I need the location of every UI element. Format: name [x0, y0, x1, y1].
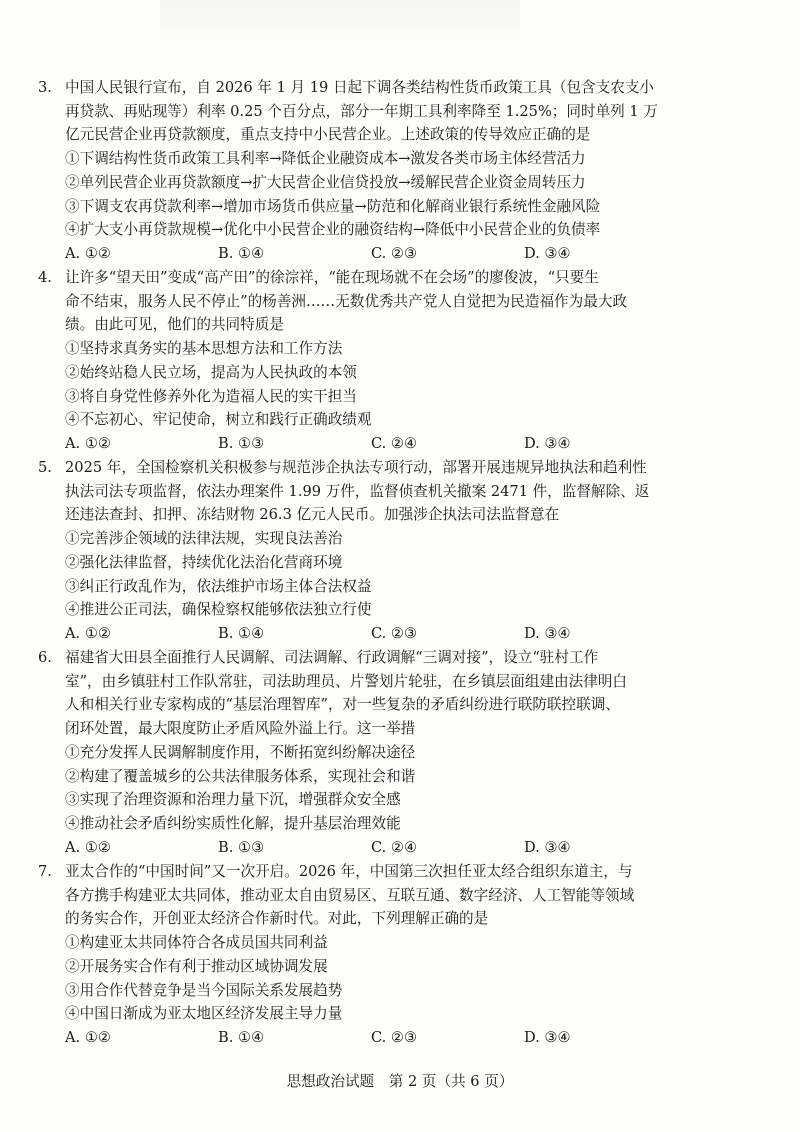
page-footer: 思想政治试题 第 2 页（共 6 页） — [286, 1073, 514, 1090]
option-statement: ③纠正行政乱作为，依法维护市场主体合法权益 — [65, 577, 372, 595]
choice-c[interactable]: C. ②③ — [371, 1028, 418, 1046]
question-line: 室”，由乡镇驻村工作队常驻，司法助理员、片警划片轮驻，在乡镇层面组建由法律明白 — [65, 672, 628, 690]
option-statement: ②构建了覆盖城乡的公共法律服务体系，实现社会和谐 — [65, 767, 416, 785]
scan-shadow — [160, 0, 520, 50]
option-statement: ③用合作代替竞争是当今国际关系发展趋势 — [65, 981, 343, 999]
question-line: 中国人民银行宣布，自 2026 年 1 月 19 日起下调各类结构性货币政策工具（包含支农支小 — [65, 79, 655, 96]
option-statement: ①完善涉企领域的法律法规，实现良法善治 — [65, 530, 343, 548]
choice-b[interactable]: B. ①③ — [218, 838, 265, 856]
question-line: 让许多“望天田”变成“高产田”的徐淙祥，“能在现场就不在会场”的廖俊波，“只要生 — [65, 269, 599, 286]
choice-row — [65, 1028, 765, 1048]
choice-a[interactable]: A. ①② — [65, 838, 111, 856]
choice-b[interactable]: B. ①④ — [218, 624, 265, 642]
choice-c[interactable]: C. ②④ — [371, 434, 418, 452]
choice-a[interactable]: A. ①② — [65, 624, 111, 642]
option-statement: ③将自身党性修养外化为造福人民的实干担当 — [65, 387, 357, 405]
option-statement: ①坚持求真务实的基本思想方法和工作方法 — [65, 340, 343, 358]
choice-b[interactable]: B. ①③ — [218, 434, 265, 452]
choice-a[interactable]: A. ①② — [65, 244, 111, 262]
question-line: 2025 年，全国检察机关积极参与规范涉企执法专项行动，部署开展违规异地执法和趋利性 — [65, 459, 647, 476]
choice-d[interactable]: D. ③④ — [524, 434, 571, 452]
choice-c[interactable]: C. ②③ — [371, 244, 418, 262]
question-line: 执法司法专项监督，依法办理案件 1.99 万件，监督侦查机关撤案 2471 件，监督解除、返 — [65, 482, 650, 500]
choice-a[interactable]: A. ①② — [65, 1028, 111, 1046]
option-statement: ③下调支农再贷款利率→增加市场货币供应量→防范和化解商业银行系统性金融风险 — [65, 197, 601, 215]
option-statement: ②始终站稳人民立场，提高为人民执政的本领 — [65, 363, 357, 381]
question-line: 亿元民营企业再贷款额度，重点支持中小民营企业。上述政策的传导效应正确的是 — [65, 126, 591, 144]
option-statement: ②单列民营企业再贷款额度→扩大民营企业信贷投放→缓解民营企业资金周转压力 — [65, 173, 586, 191]
question-line: 人和相关行业专家构成的“基层治理智库”，对一些复杂的矛盾纠纷进行联防联控联调、 — [65, 696, 620, 714]
option-statement: ④推动社会矛盾纠纷实质性化解，提升基层治理效能 — [65, 814, 401, 832]
choice-d[interactable]: D. ③④ — [524, 1028, 571, 1046]
choice-c[interactable]: C. ②④ — [371, 838, 418, 856]
choice-d[interactable]: D. ③④ — [524, 838, 571, 856]
option-statement: ④不忘初心、牢记使命，树立和践行正确政绩观 — [65, 411, 372, 429]
question-number: 3. — [38, 79, 52, 96]
option-statement: ③实现了治理资源和治理力量下沉，增强群众安全感 — [65, 791, 401, 809]
question-line: 命不结束，服务人民不停止”的杨善洲……无数优秀共产党人自觉把为民造福作为最大政 — [65, 292, 628, 310]
question-line: 福建省大田县全面推行人民调解、司法调解、行政调解“三调对接”，设立“驻村工作 — [65, 649, 599, 666]
option-statement: ①下调结构性货币政策工具利率→降低企业融资成本→激发各类市场主体经营活力 — [65, 150, 586, 168]
question-line: 各方携手构建亚太共同体，推动亚太自由贸易区、互联互通、数字经济、人工智能等领域 — [65, 886, 635, 904]
question-line: 亚太合作的“中国时间”又一次开启。2026 年，中国第三次担任亚太经合组织东道主，与 — [65, 863, 633, 880]
question-number: 7. — [38, 863, 52, 880]
choice-d[interactable]: D. ③④ — [524, 624, 571, 642]
question-line: 绩。由此可见，他们的共同特质是 — [65, 316, 284, 334]
choice-row — [65, 624, 765, 644]
question-line: 还违法查封、扣押、冻结财物 26.3 亿元人民币。加强涉企执法司法监督意在 — [65, 506, 560, 524]
option-statement: ②强化法律监督，持续优化法治化营商环境 — [65, 553, 343, 571]
option-statement: ④推进公正司法，确保检察权能够依法独立行使 — [65, 601, 372, 619]
choice-b[interactable]: B. ①④ — [218, 244, 265, 262]
option-statement: ④扩大支小再贷款规模→优化中小民营企业的融资结构→降低中小民营企业的负债率 — [65, 221, 601, 239]
option-statement: ②开展务实合作有利于推动区域协调发展 — [65, 957, 328, 975]
choice-row — [65, 434, 765, 454]
option-statement: ①充分发挥人民调解制度作用，不断拓宽纠纷解决途径 — [65, 743, 416, 761]
question-line: 的务实合作，开创亚太经济合作新时代。对此，下列理解正确的是 — [65, 910, 489, 928]
option-statement: ①构建亚太共同体符合各成员国共同利益 — [65, 934, 328, 952]
choice-row — [65, 244, 765, 264]
choice-a[interactable]: A. ①② — [65, 434, 111, 452]
choice-c[interactable]: C. ②③ — [371, 624, 418, 642]
question-number: 6. — [38, 649, 52, 666]
choice-row — [65, 838, 765, 858]
choice-b[interactable]: B. ①④ — [218, 1028, 265, 1046]
choice-d[interactable]: D. ③④ — [524, 244, 571, 262]
option-statement: ④中国日渐成为亚太地区经济发展主导力量 — [65, 1005, 343, 1023]
question-line: 闭环处置，最大限度防止矛盾风险外溢上行。这一举措 — [65, 720, 416, 738]
question-number: 4. — [38, 269, 52, 286]
question-number: 5. — [38, 459, 52, 476]
question-line: 再贷款、再贴现等）利率 0.25 个百分点，部分一年期工具利率降至 1.25%；同时单列 1 万 — [65, 102, 658, 120]
